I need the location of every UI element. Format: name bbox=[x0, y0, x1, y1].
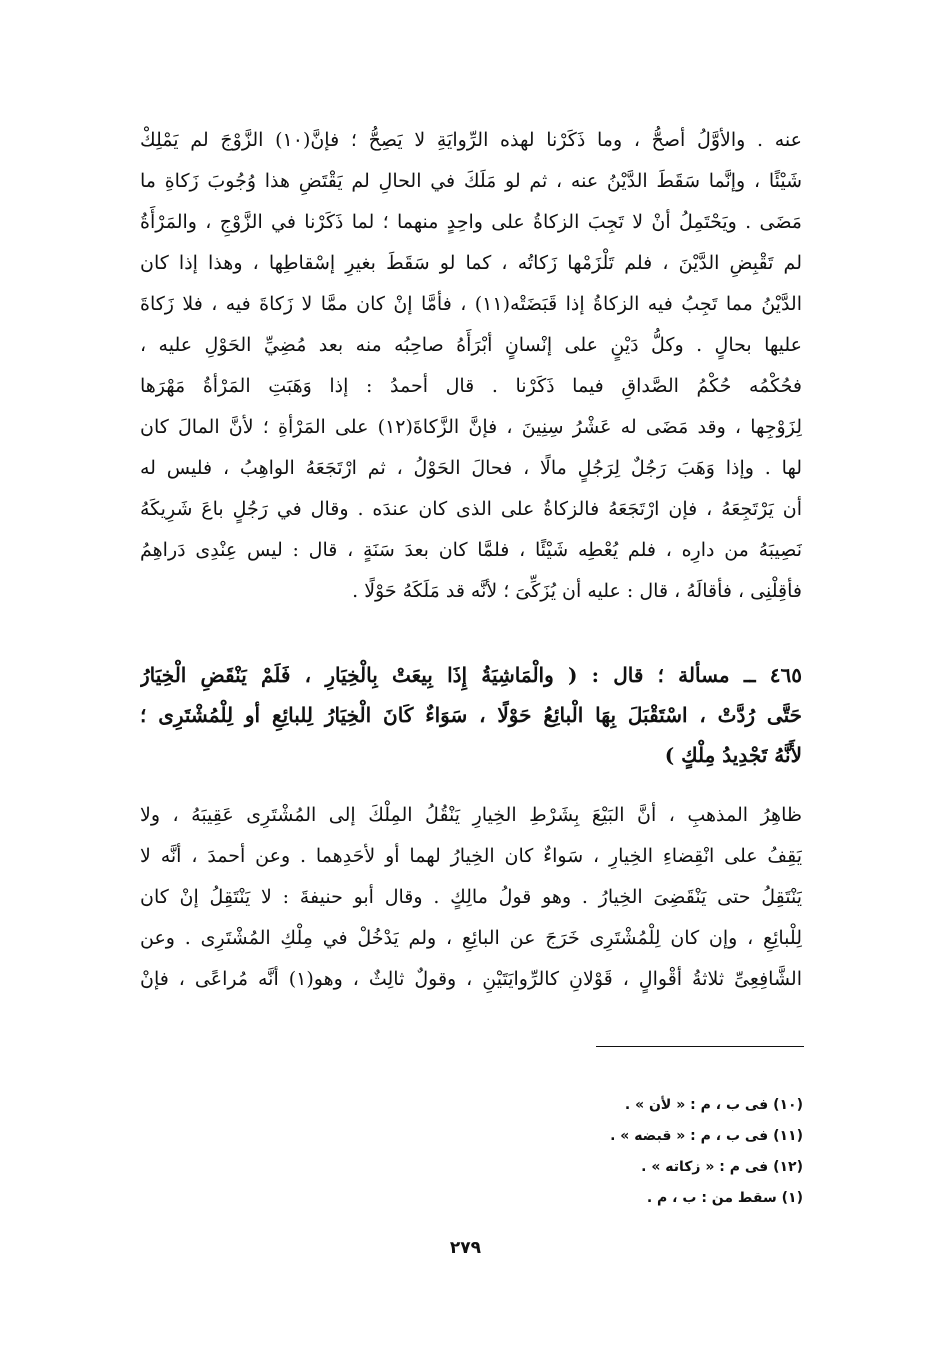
footnote: (١٠) فى ب ، م : « لأن » . bbox=[624, 1097, 803, 1113]
section-heading bbox=[140, 655, 802, 775]
footnote: (١) سقط من : ب ، م . bbox=[646, 1190, 803, 1206]
text-line: لها . وإذا وَهَبَ رَجُلٌ لِرَجُلٍ مالًا ، فحالَ الحَوْلُ ، ثم ارْتَجَعَهُ الواهِبُ ، فليس له bbox=[140, 457, 802, 479]
text-line: عنه . والأوَّلُ أصحُّ ، وما ذَكَرْنا لهذه الرِّوايَةِ لا يَصِحُّ ؛ فإنَّ(١٠) الزَّوْجَ لم يَمْلِكْ bbox=[140, 129, 802, 151]
paragraph-2 bbox=[140, 795, 802, 1000]
footnote-divider bbox=[596, 1046, 804, 1047]
text-line: يَقِفُ على انْقِضاءِ الخِيارِ ، سَواءٌ كان الخِيارُ لهما أو لأحَدِهما . وعن أحمدَ ، أنَّه لا bbox=[140, 845, 802, 867]
page-number: ٢٧٩ bbox=[449, 1238, 482, 1258]
text-line: نَصِيبَهُ من دارِه ، فلم يُعْطِه شَيْئًا ، فلمَّا كان بعدَ سَنَةٍ ، قال : ليس عِنْدِى دَراهِمُ bbox=[140, 539, 802, 561]
text-line: الشَّافِعِىِّ ثلاثةُ أقْوالٍ ، قَوْلانِ كالرِّوايَتَيْنِ ، وقولٌ ثالِثٌ ، وهو(١) أنَّه مُراعًى ، فإنْ bbox=[140, 968, 802, 990]
paragraph-1 bbox=[140, 120, 802, 612]
text-line: مَضَى . ويَحْتَمِلُ أنْ لا تَجِبَ الزكاةُ على واحِدٍ منهما ؛ لما ذَكَرْنا في الزَّوْجِ ، والمَرْأَةُ bbox=[140, 211, 802, 233]
heading-line: لأَنَّهُ تَجْدِيدُ مِلْكٍ ) bbox=[664, 743, 802, 767]
text-line: شَيْئًا ، وإنَّما سَقَطَ الدَّيْنُ عنه ، ثم لو مَلَكَ في الحالِ لم يَقْتَضِ هذا وُجُوبَ زَكاةِ ما bbox=[140, 170, 802, 192]
text-line: الدَّيْنُ مما تَجِبُ فيه الزكاةُ إذا قَبَضَتْه(١١) ، فأمَّا إنْ كان ممَّا لا زَكاةَ فيه ، فلا زَكاةَ bbox=[140, 293, 802, 315]
footnotes bbox=[610, 1090, 803, 1214]
heading-line: حَتَّى رُدَّتْ ، اسْتَقْبَلَ بِهَا الْبائِعُ حَوْلًا ، سَوَاءٌ كَانَ الْخِيَارُ لِلبائِعِ أو لِلْمُشْتَرِى ؛ bbox=[140, 703, 802, 727]
footnote: (١٢) فى م : « زكاته » . bbox=[641, 1159, 803, 1175]
text-line: فأقِلْنِى ، فأقالَهُ ، قال : عليه أن يُزَكِّىَ ؛ لأنَّه قد مَلَكَهُ حَوْلًا . bbox=[352, 580, 802, 602]
footnote: (١١) فى ب ، م : « قبضه » . bbox=[610, 1128, 803, 1144]
text-line: عليها بحالٍ . وكلُّ دَيْنٍ على إنْسانٍ أبْرَأَهُ صاحِبُه منه بعد مُضِيِّ الحَوْلِ عليه ، bbox=[140, 334, 802, 356]
text-line: لِلْبائِعِ ، وإن كان لِلْمُشْتَرِى خَرَجَ عن البائِعِ ، ولم يَدْخُلْ في مِلْكِ المُشْتَرِى . وعن bbox=[140, 927, 802, 949]
text-line: لِزَوْجِها ، وقد مَضَى له عَشْرُ سِنِينَ ، فإنَّ الزَّكاةَ(١٢) على المَرْأةِ ؛ لأنَّ المالَ كان bbox=[140, 416, 802, 438]
text-line: لم تَقْبِضِ الدَّيْنَ ، فلم تَلْزَمْها زَكاتُه ، كما لو سَقَطَ بغيرِ إسْقاطِها ، وهذا إذا كان bbox=[140, 252, 802, 274]
text-line: فحُكْمُه حُكْمُ الصَّداقِ فيما ذَكَرْنا . قال أحمدُ : إذا وَهَبَتِ المَرْأةُ مَهْرَها bbox=[140, 375, 802, 397]
text-line: يَنْتَقِلُ حتى يَنْقَضِىَ الخِيارُ . وهو قولُ مالِكٍ . وقال أبو حنيفةَ : لا يَنْتَقِلُ إنْ كان bbox=[140, 886, 802, 908]
text-line: أن يَرْتَجِعَهُ ، فإن ارْتَجَعَهُ فالزكاةُ على الذى كان عندَه . وقال في رَجُلٍ باعَ شَرِيكَهُ bbox=[140, 498, 802, 520]
text-line: ظاهِرُ المذهبِ ، أنَّ البَيْعَ بِشَرْطِ الخِيارِ يَنْقُلُ المِلْكَ إلى المُشْتَرِى عَقِيبَهُ ، ولا bbox=[140, 804, 802, 826]
heading-line: ٤٦٥ ــ مسألة ؛ قال : ( والْمَاشِيَةُ إِذَا بِيعَتْ بِالْخِيَارِ ، فَلَمْ يَنْقَضِ الْخِيَارُ bbox=[140, 663, 802, 687]
